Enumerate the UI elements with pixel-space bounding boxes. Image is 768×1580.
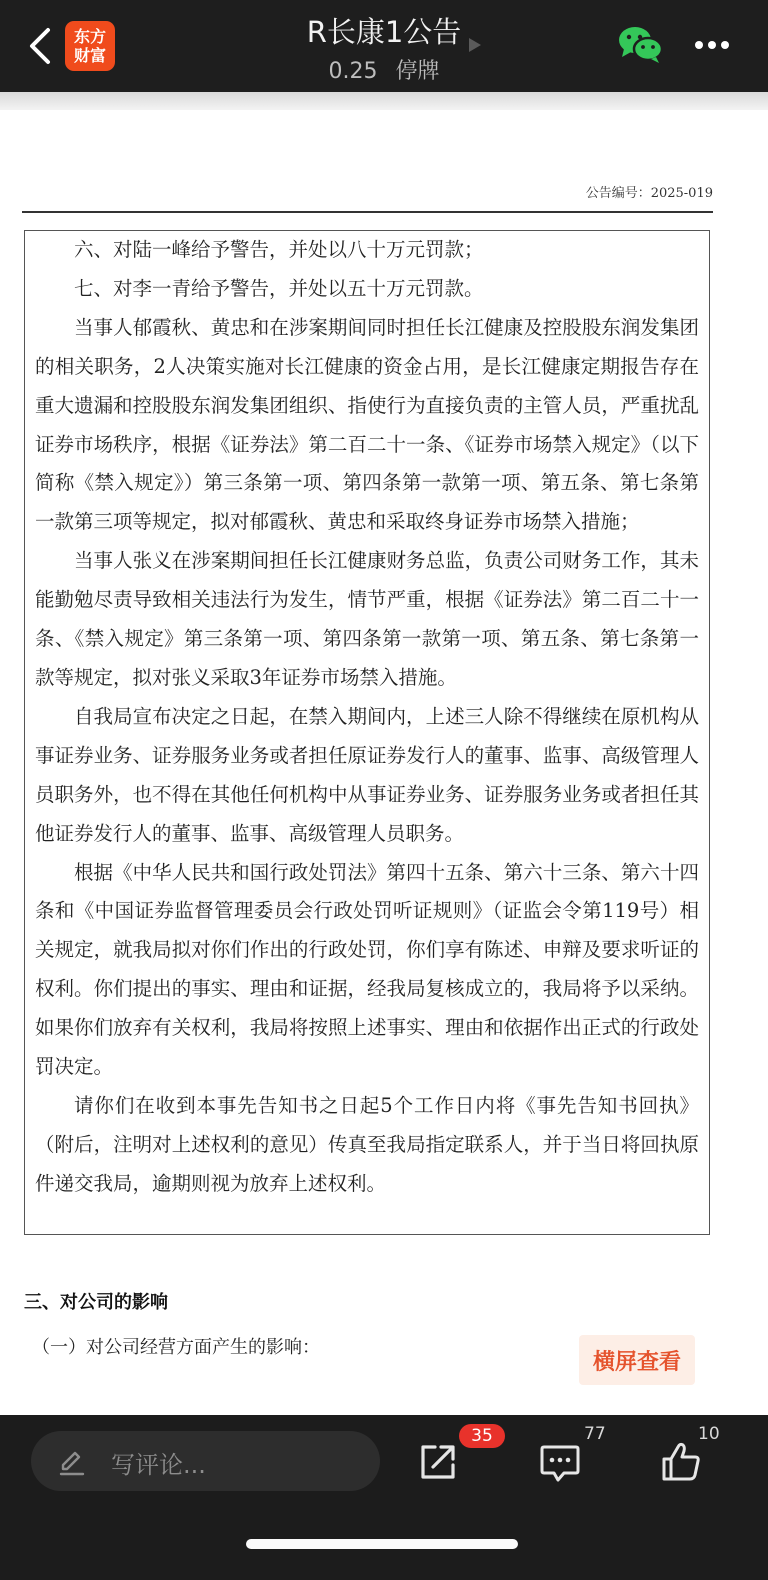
pencil-icon [58, 1448, 86, 1476]
comments-count: 77 [584, 1424, 606, 1444]
thumbs-up-icon [660, 1440, 702, 1484]
comments-button[interactable] [538, 1442, 582, 1488]
announcement-number: 公告编号：2025-019 [585, 186, 713, 201]
paragraph: 七、对李一青给予警告，并处以五十万元罚款。 [74, 276, 484, 300]
share-button[interactable] [418, 1442, 458, 1486]
paragraph: 请你们在收到本事先告知书之日起5个工作日内将《事先告知书回执》（附后，注明对上述权利的意见）传真至我局指定联系人，并于当日将回执原件递交我局，逾期则视为放弃上述权利。 [35, 1093, 699, 1195]
paragraph: 当事人张义在涉案期间担任长江健康财务总监，负责公司财务工作，其未能勤勉尽责导致相关违法行为发生，情节严重，根据《证券法》第二百二十一条、《禁入规定》第三条第一项、第四条第一款第一项、第五条、第七条第一款等规定，拟对张义采取3年证券市场禁入措施。 [35, 549, 699, 689]
paragraph: 自我局宣布决定之日起，在禁入期间内，上述三人除不得继续在原机构从事证券业务、证券服务业务或者担任原证券发行人的董事、监事、高级管理人员职务外，也不得在其他任何机构中从事证券业务、证券服务业务或者担任其他证券发行人的董事、监事、高级管理人员职务。 [35, 704, 699, 845]
paragraph: 根据《中华人民共和国行政处罚法》第四十五条、第六十三条、第六十四条和《中国证券监督管理委员会行政处罚听证规则》（证监会令第119号）相关规定，就我局拟对你们作出的行政处罚，你们享有陈述、申辩及要求听证的权利。你们提出的事实、理由和证据，经我局复核成立的，我局将予以采纳。如果你们放弃有关权利，我局将按照上述事实、理由和依据作出正式的行政处罚决定。 [35, 860, 699, 1079]
header-shadow [0, 92, 768, 110]
logo-line1: 东方 [73, 27, 106, 46]
share-icon [418, 1442, 458, 1482]
section-heading: 三、对公司的影响 [24, 1292, 168, 1313]
bottom-bar [0, 1415, 768, 1580]
share-count-badge: 35 [459, 1424, 505, 1448]
likes-count: 10 [698, 1424, 720, 1444]
logo-line2: 财富 [73, 46, 106, 65]
comment-bubble-icon [538, 1442, 582, 1484]
landscape-view-button[interactable]: 横屏查看 [579, 1335, 695, 1385]
home-indicator[interactable] [246, 1539, 518, 1549]
paragraph: 六、对陆一峰给予警告，并处以八十万元罚款； [74, 238, 484, 261]
page-title: R长康1公告 [306, 15, 462, 49]
play-triangle-icon [469, 38, 481, 52]
like-button[interactable] [660, 1440, 702, 1488]
subsection-heading: （一）对公司经营方面产生的影响： [32, 1337, 320, 1358]
paragraph: 当事人郁霞秋、黄忠和在涉案期间同时担任长江健康及控股股东润发集团的相关职务，2人决策实施对长江健康的资金占用，是长江健康定期报告存在重大遗漏和控股股东润发集团组织、指使行为直接负责的主管人员，严重扰乱证券市场秩序，根据《证券法》第二百二十一条、《证券市场禁入规定》（以下简称《禁入规定》）第三条第一项、第四条第一款第一项、第五条、第七条第一款第三项等规定，拟对郁霞秋、黄忠和采取终身证券市场禁入措施； [35, 315, 699, 534]
more-dots-icon[interactable] [694, 40, 730, 50]
top-bar [0, 0, 768, 92]
comment-placeholder: 写评论... [111, 1451, 206, 1479]
stock-price: 0.25 [328, 59, 378, 84]
wechat-icon[interactable] [618, 24, 664, 64]
header-rule [22, 211, 713, 213]
document-content-box [24, 230, 710, 1235]
comment-input[interactable] [31, 1431, 380, 1491]
trading-status: 停牌 [395, 59, 440, 84]
